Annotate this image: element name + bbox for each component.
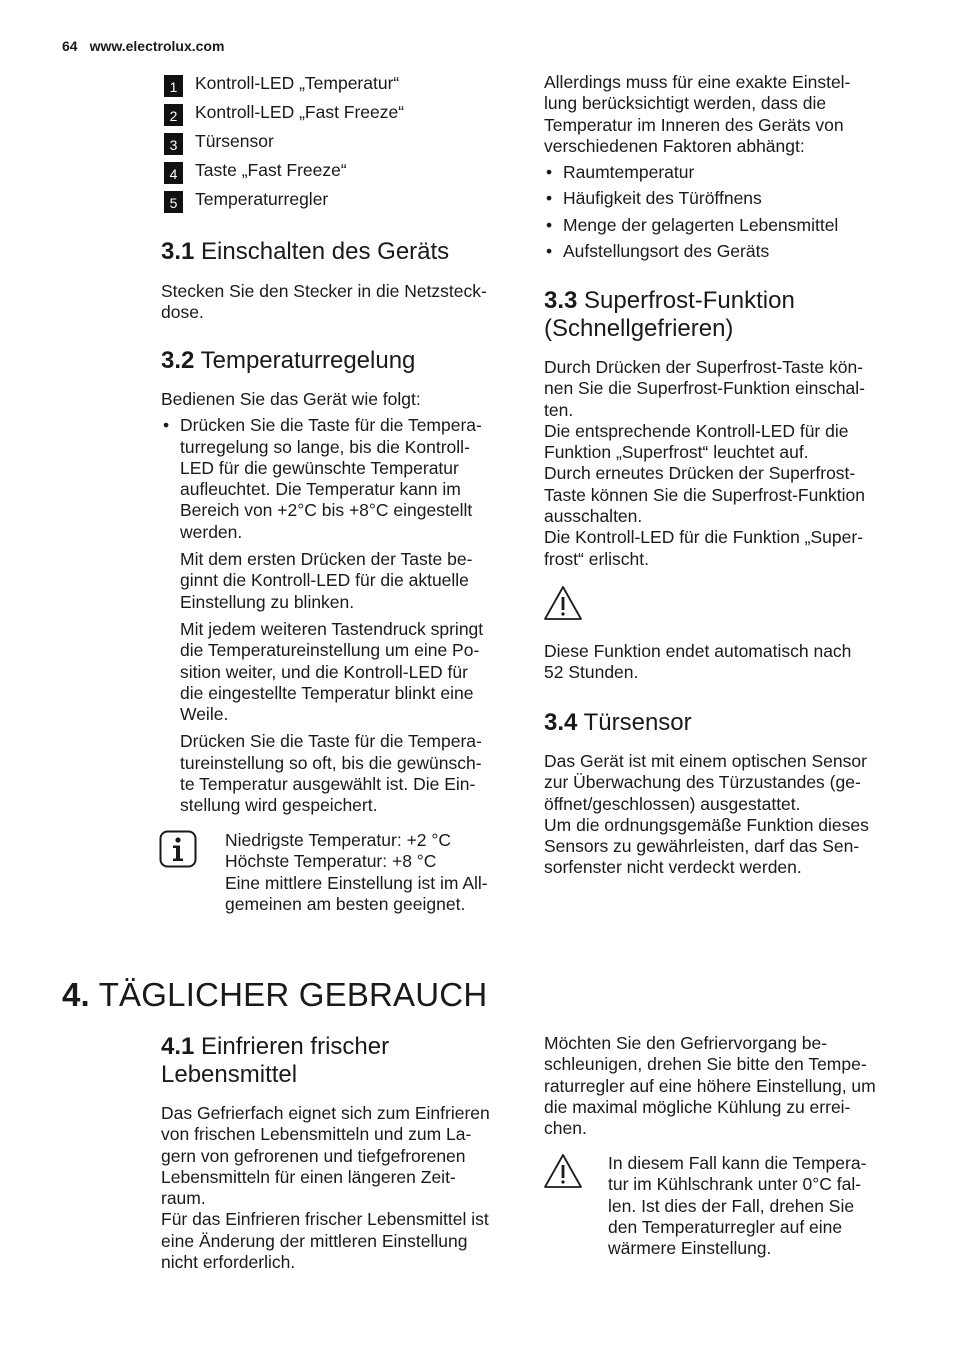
legend-number: 4 — [164, 162, 183, 184]
right-bottom-text: Möchten Sie den Gefriervorgang be- schleunigen, drehen Sie bitte den Tempe- raturregler auf eine höhere Einstellung, um die maximal mögliche Kühlung zu errei- chen. — [544, 1033, 876, 1139]
legend-label: Kontroll-LED „Fast Freeze“ — [195, 102, 405, 122]
list-item: • Raumtemperatur — [544, 162, 894, 183]
section-heading: 3.2 Temperaturregelung — [161, 347, 416, 374]
list-item: • Menge der gelagerten Lebensmittel — [544, 215, 894, 236]
instruction-list — [161, 415, 511, 543]
factor-list — [544, 162, 894, 262]
legend-label: Temperaturregler — [195, 189, 329, 209]
list-item: • Drücken Sie die Taste für die Tempera- turregelung so lange, bis die Kontroll- LED für die gewünschte Temperatur aufleuchtet. Die Temperatur kann im Bereich von +2°C bis +8°C eingestellt werden. — [161, 415, 511, 543]
section-text: Das Gerät ist mit einem optischen Sensor zur Überwachung des Türzustandes (ge- öffnet/geschlossen) ausgestattet. Um die ordnungsgemäße Funktion dieses Sensors zu gewährleisten, darf das Sen- sorfenster nicht verdeckt werden. — [544, 751, 869, 878]
legend-label: Kontroll-LED „Temperatur“ — [195, 73, 400, 93]
section-heading: 3.4 Türsensor — [544, 709, 692, 736]
legend-item — [164, 102, 405, 126]
paragraph: Drücken Sie die Taste für die Tempera- tureinstellung so oft, bis die gewünsch- te Temperatur ausgewählt ist. Die Ein- stellung wird gespeichert. — [180, 731, 482, 816]
legend-number: 5 — [164, 191, 183, 213]
legend-label: Taste „Fast Freeze“ — [195, 160, 347, 180]
warning-icon — [543, 1153, 583, 1189]
legend-number: 1 — [164, 75, 183, 97]
legend-number: 3 — [164, 133, 183, 155]
warning-note: Diese Funktion endet automatisch nach 52 Stunden. — [544, 641, 852, 683]
paragraph: Mit dem ersten Drücken der Taste be- ginnt die Kontroll-LED für die aktuelle Einstellung zu blinken. — [180, 549, 473, 612]
legend-number: 2 — [164, 104, 183, 126]
legend-item — [164, 131, 274, 155]
page-number: 64 — [62, 38, 78, 54]
legend-item — [164, 189, 329, 213]
section-intro: Bedienen Sie das Gerät wie folgt: — [161, 389, 421, 409]
section-3-1 — [161, 238, 511, 324]
section-3-4 — [544, 709, 894, 879]
right-intro: Allerdings muss für eine exakte Einstel- lung berücksichtigt werden, dass die Temperatur im Inneren des Geräts von verschiedenen Faktoren abhängt: • Raumtemperatur • Häufigkeit des Türöffnens • Menge der gelagerten Lebensmittel • Aufstellungsort des Geräts — [544, 72, 894, 262]
warning-note: In diesem Fall kann die Tempera- tur im Kühlschrank unter 0°C fal- len. Ist dies der Fall, drehen Sie den Temperaturregler auf eine wärmere Einstellung. — [608, 1153, 867, 1259]
section-heading: 3.3 Superfrost-Funktion (Schnellgefrieren) — [544, 287, 795, 342]
section-3-3 — [544, 287, 894, 570]
list-item: • Aufstellungsort des Geräts — [544, 241, 894, 262]
section-4-1 — [161, 1033, 511, 1273]
paragraph: Mit jedem weiteren Tastendruck springt die Temperatureinstellung um eine Po- sition weiter, und die Kontroll-LED für die eingestellte Temperatur blinkt eine Weile. — [180, 618, 484, 725]
page-header — [62, 38, 224, 54]
section-text: Stecken Sie den Stecker in die Netzsteck- dose. — [161, 281, 487, 323]
list-item: • Häufigkeit des Türöffnens — [544, 188, 894, 209]
info-icon — [159, 830, 197, 868]
legend-label: Türsensor — [195, 131, 274, 151]
section-3-2 — [161, 347, 511, 817]
legend-item — [164, 73, 400, 97]
chapter-title: 4. TÄGLICHER GEBRAUCH — [62, 976, 488, 1013]
info-note: Niedrigste Temperatur: +2 °C Höchste Temperatur: +8 °C Eine mittlere Einstellung ist im All- gemeinen am besten geeignet. — [225, 830, 488, 914]
section-heading: 4.1 Einfrieren frischer Lebensmittel — [161, 1033, 390, 1088]
warning-icon — [543, 585, 583, 621]
section-heading: 3.1 Einschalten des Geräts — [161, 238, 450, 265]
site-url[interactable]: www.electrolux.com — [89, 38, 225, 54]
section-text: Das Gefrierfach eignet sich zum Einfrieren von frischen Lebensmitteln und zum La- gern von gefrorenen und tiefgefrorenen Lebensmitteln für einen längeren Zeit- raum. Für das Einfrieren frischer Lebensmittel ist eine Änderung der mittleren Einstellung nicht erforderlich. — [161, 1103, 490, 1273]
section-text: Durch Drücken der Superfrost-Taste kön- nen Sie die Superfrost-Funktion einschal- ten. Die entsprechende Kontroll-LED für die Funktion „Superfrost“ leuchtet auf. Durch erneutes Drücken der Superfrost- Taste können Sie die Superfrost-Funktion ausschalten. Die Kontroll-LED für die Funktion „Super- frost“ erlischt. — [544, 357, 866, 569]
legend-item — [164, 160, 347, 184]
